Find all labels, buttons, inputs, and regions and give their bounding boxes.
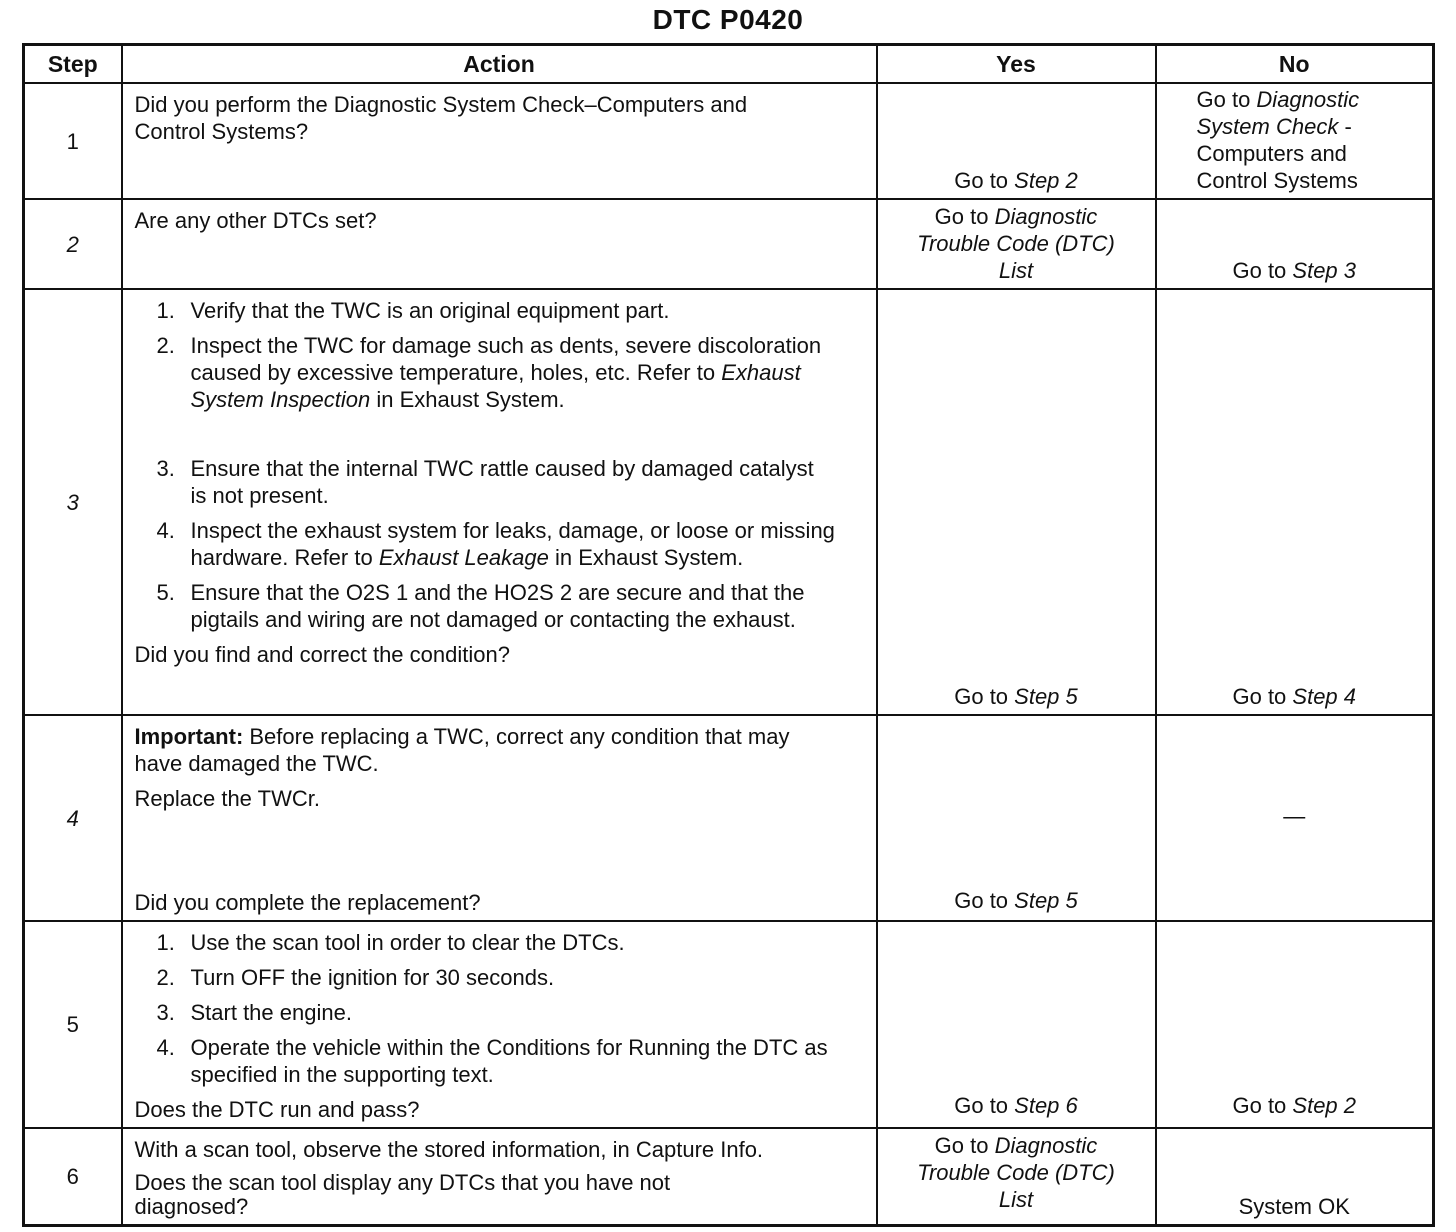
list-item: 3. Ensure that the internal TWC rattle caused by damaged catalyst is not present. — [156, 456, 814, 508]
no-cell — [1156, 83, 1434, 199]
no-cell — [1156, 199, 1434, 289]
table-row-step-4 — [24, 715, 1434, 921]
step-number: 1 — [24, 83, 122, 199]
header-no: No — [1156, 45, 1434, 84]
yes-cell — [877, 1128, 1156, 1225]
spacer — [157, 421, 866, 447]
action-cell — [122, 1128, 877, 1225]
yes-cell — [877, 83, 1156, 199]
list-item: 2. Turn OFF the ignition for 30 seconds. — [156, 965, 555, 990]
step-number: 2 — [24, 199, 122, 289]
no-link[interactable]: Go to Step 3 — [1232, 258, 1357, 283]
action-cell — [122, 921, 877, 1128]
list-item: 4. Inspect the exhaust system for leaks, damage, or loose or missing hardware. Refer to Exhaust Leakage in Exhaust System. — [156, 518, 835, 570]
no-link[interactable]: Go to Step 4 — [1232, 684, 1357, 709]
no-link[interactable]: Go to Step 2 — [1232, 1093, 1357, 1118]
yes-cell — [877, 199, 1156, 289]
question: Did you complete the replacement? — [134, 890, 481, 915]
question: Are any other DTCs set? — [134, 208, 377, 233]
list-item: 5. Ensure that the O2S 1 and the HO2S 2 are secure and that the pigtails and wiring are not damaged or contacting the exhaust. — [156, 580, 805, 632]
header-action: Action — [122, 45, 877, 84]
no-cell — [1156, 921, 1434, 1128]
no-value: System OK — [1238, 1194, 1350, 1219]
question: Did you find and correct the condition? — [134, 642, 510, 667]
table-row-step-2 — [24, 199, 1434, 289]
list-item: 4. Operate the vehicle within the Conditions for Running the DTC as specified in the supporting text. — [156, 1035, 828, 1087]
question: Did you perform the Diagnostic System Check–Computers and Control Systems? — [134, 92, 748, 144]
instruction: With a scan tool, observe the stored information, in Capture Info. — [134, 1137, 764, 1162]
no-cell — [1156, 715, 1434, 921]
step-number: 6 — [24, 1128, 122, 1225]
action-cell — [122, 83, 877, 199]
step-number: 4 — [24, 715, 122, 921]
table-row-step-1 — [24, 83, 1434, 199]
list-item: 1. Use the scan tool in order to clear the DTCs. — [156, 930, 625, 955]
no-link[interactable]: Go to Diagnostic System Check - Computers and Control Systems — [1196, 87, 1360, 193]
table-header-row — [24, 45, 1434, 84]
page-title: DTC P0420 — [652, 4, 804, 35]
yes-link[interactable]: Go to Diagnostic Trouble Code (DTC) List — [917, 1133, 1115, 1212]
yes-link[interactable]: Go to Diagnostic Trouble Code (DTC) List — [917, 204, 1115, 283]
yes-cell — [877, 921, 1156, 1128]
question: Does the scan tool display any DTCs that you have not diagnosed? — [134, 1170, 671, 1219]
header-step: Step — [24, 45, 122, 84]
no-value: — — [1283, 803, 1306, 829]
list-item: 2. Inspect the TWC for damage such as dents, severe discoloration caused by excessive temperature, holes, etc. Refer to Exhaust System Inspection in Exhaust System. — [156, 333, 822, 412]
no-cell — [1156, 289, 1434, 715]
yes-link[interactable]: Go to Step 2 — [954, 168, 1078, 193]
yes-cell — [877, 715, 1156, 921]
table-row-step-6 — [24, 1128, 1434, 1225]
table-row-step-5 — [24, 921, 1434, 1128]
yes-cell — [877, 289, 1156, 715]
header-yes: Yes — [877, 45, 1156, 84]
diagnostic-table — [22, 43, 1435, 1227]
step-number: 5 — [24, 921, 122, 1128]
important-note: Important: Before replacing a TWC, correct any condition that may have damaged the TWC. — [134, 724, 790, 776]
yes-link[interactable]: Go to Step 5 — [954, 684, 1078, 709]
list-item: 1. Verify that the TWC is an original equipment part. — [156, 298, 670, 323]
yes-link[interactable]: Go to Step 5 — [954, 888, 1078, 913]
action-cell — [122, 289, 877, 715]
instruction: Replace the TWCr. — [134, 786, 320, 811]
procedure-list — [135, 297, 866, 633]
procedure-list — [135, 929, 866, 1088]
list-item: 3. Start the engine. — [156, 1000, 352, 1025]
table-row-step-3 — [24, 289, 1434, 715]
yes-link[interactable]: Go to Step 6 — [954, 1093, 1078, 1118]
step-number: 3 — [24, 289, 122, 715]
no-cell — [1156, 1128, 1434, 1225]
question: Does the DTC run and pass? — [134, 1097, 420, 1122]
action-cell — [122, 715, 877, 921]
action-cell — [122, 199, 877, 289]
